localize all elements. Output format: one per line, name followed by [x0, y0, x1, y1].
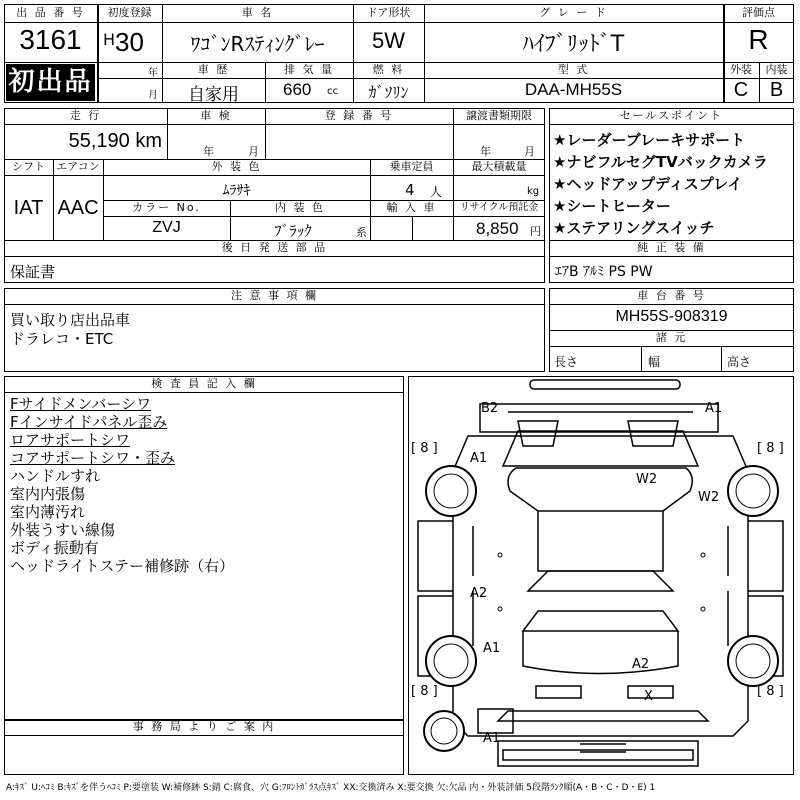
score: R: [748, 24, 769, 55]
inspector-line: ボディ振動有: [10, 539, 99, 557]
car-name: ﾜｺﾞﾝRｽﾃｨﾝｸﾞﾚｰ: [190, 32, 325, 56]
damage-mark: W2: [636, 472, 658, 487]
mileage: 55,190 km: [68, 130, 162, 152]
lot-no: 3161: [19, 24, 82, 55]
lot-no-label: 出 品 番 号: [16, 6, 85, 19]
damage-mark: W2: [698, 490, 720, 505]
tire-depth: [ 8 ]: [411, 684, 438, 699]
displacement: 660: [283, 80, 312, 99]
inspector-line: ロアサポートシワ: [10, 431, 131, 449]
inspector-line: 室内薄汚れ: [10, 503, 86, 521]
damage-mark: A1: [483, 641, 501, 656]
note-line: ドラレコ・ETC: [10, 330, 114, 348]
damage-mark: A2: [632, 657, 650, 672]
legend: A:ｷｽﾞ U:ﾍｺﾐ B:ｷｽﾞを伴うﾍｺﾐ P:要塗装 W:補修跡 S:錆 C:腐食、穴 G:ﾌﾛﾝﾄｶﾞﾗｽ点ｷｽﾞ XX:交換済み X:要交換 欠:欠品 内・外装評価 5段階ﾗﾝｸ順(A・B・C・D・E) 1: [6, 783, 656, 793]
damage-mark: X: [644, 689, 653, 704]
sales-point: ★シートヒーター: [553, 197, 671, 215]
first-listing-badge: 初出品: [6, 64, 95, 101]
inspector-line: ハンドルすれ: [10, 467, 101, 485]
sales-point: ★レーダーブレーキサポート: [553, 131, 746, 149]
tire-depth: [ 8 ]: [411, 441, 438, 456]
first-reg-year: 30: [115, 27, 144, 57]
fuel: ｶﾞｿﾘﾝ: [368, 83, 409, 102]
damage-mark: A1: [483, 731, 501, 746]
shift: IAT: [13, 197, 44, 219]
inspector-notes: [10, 395, 234, 575]
interior-score: B: [769, 79, 784, 101]
history: 自家用: [188, 85, 239, 105]
tire-depth: [ 8 ]: [757, 441, 784, 456]
grade: ﾊｲﾌﾞﾘｯﾄﾞT: [522, 32, 625, 57]
damage-mark: A1: [470, 451, 488, 466]
damage-mark: B2: [481, 401, 499, 416]
exterior-score: C: [733, 79, 749, 101]
inspector-line: 外装うすい線傷: [10, 521, 116, 539]
note-line: 買い取り店出品車: [10, 311, 131, 329]
inspector-line: コアサポートシワ・歪み: [10, 449, 176, 467]
door-type: 5W: [372, 28, 405, 53]
recycle-fee: 8,850: [476, 219, 519, 238]
sales-point: ★ナビフルセグTVバックカメラ: [553, 153, 768, 171]
body-color: ﾑﾗｻｷ: [222, 183, 251, 199]
inspector-line: Fインサイドパネル歪み: [10, 413, 168, 431]
capacity: 4: [405, 181, 415, 199]
color-no: ZVJ: [152, 219, 181, 236]
first-reg-label: 初度登録: [107, 6, 152, 19]
tire-depth: [ 8 ]: [757, 684, 784, 699]
inspector-line: ヘッドライトステー補修跡（右）: [10, 557, 235, 575]
damage-mark: A1: [705, 401, 723, 416]
inspector-line: 室内内張傷: [10, 485, 86, 503]
inspector-line: Fサイドメンバーシワ: [10, 395, 152, 413]
sales-point: ★ステアリングスイッチ: [553, 219, 715, 237]
damage-mark: A2: [470, 586, 488, 601]
aircon: AAC: [57, 197, 99, 219]
interior-color: ﾌﾞﾗｯｸ: [274, 222, 312, 240]
genuine-equipment: ｴｱB ｱﾙﾐ PS PW: [555, 264, 653, 280]
sales-point: ★ヘッドアップディスプレイ: [553, 175, 743, 193]
office-label: 事 務 局 よ り ご 案 内: [132, 720, 276, 733]
later-parts: 保証書: [10, 263, 56, 281]
chassis-number: MH55S-908319: [615, 308, 728, 325]
model: DAA-MH55S: [524, 80, 623, 99]
car-diagram: [408, 376, 794, 775]
